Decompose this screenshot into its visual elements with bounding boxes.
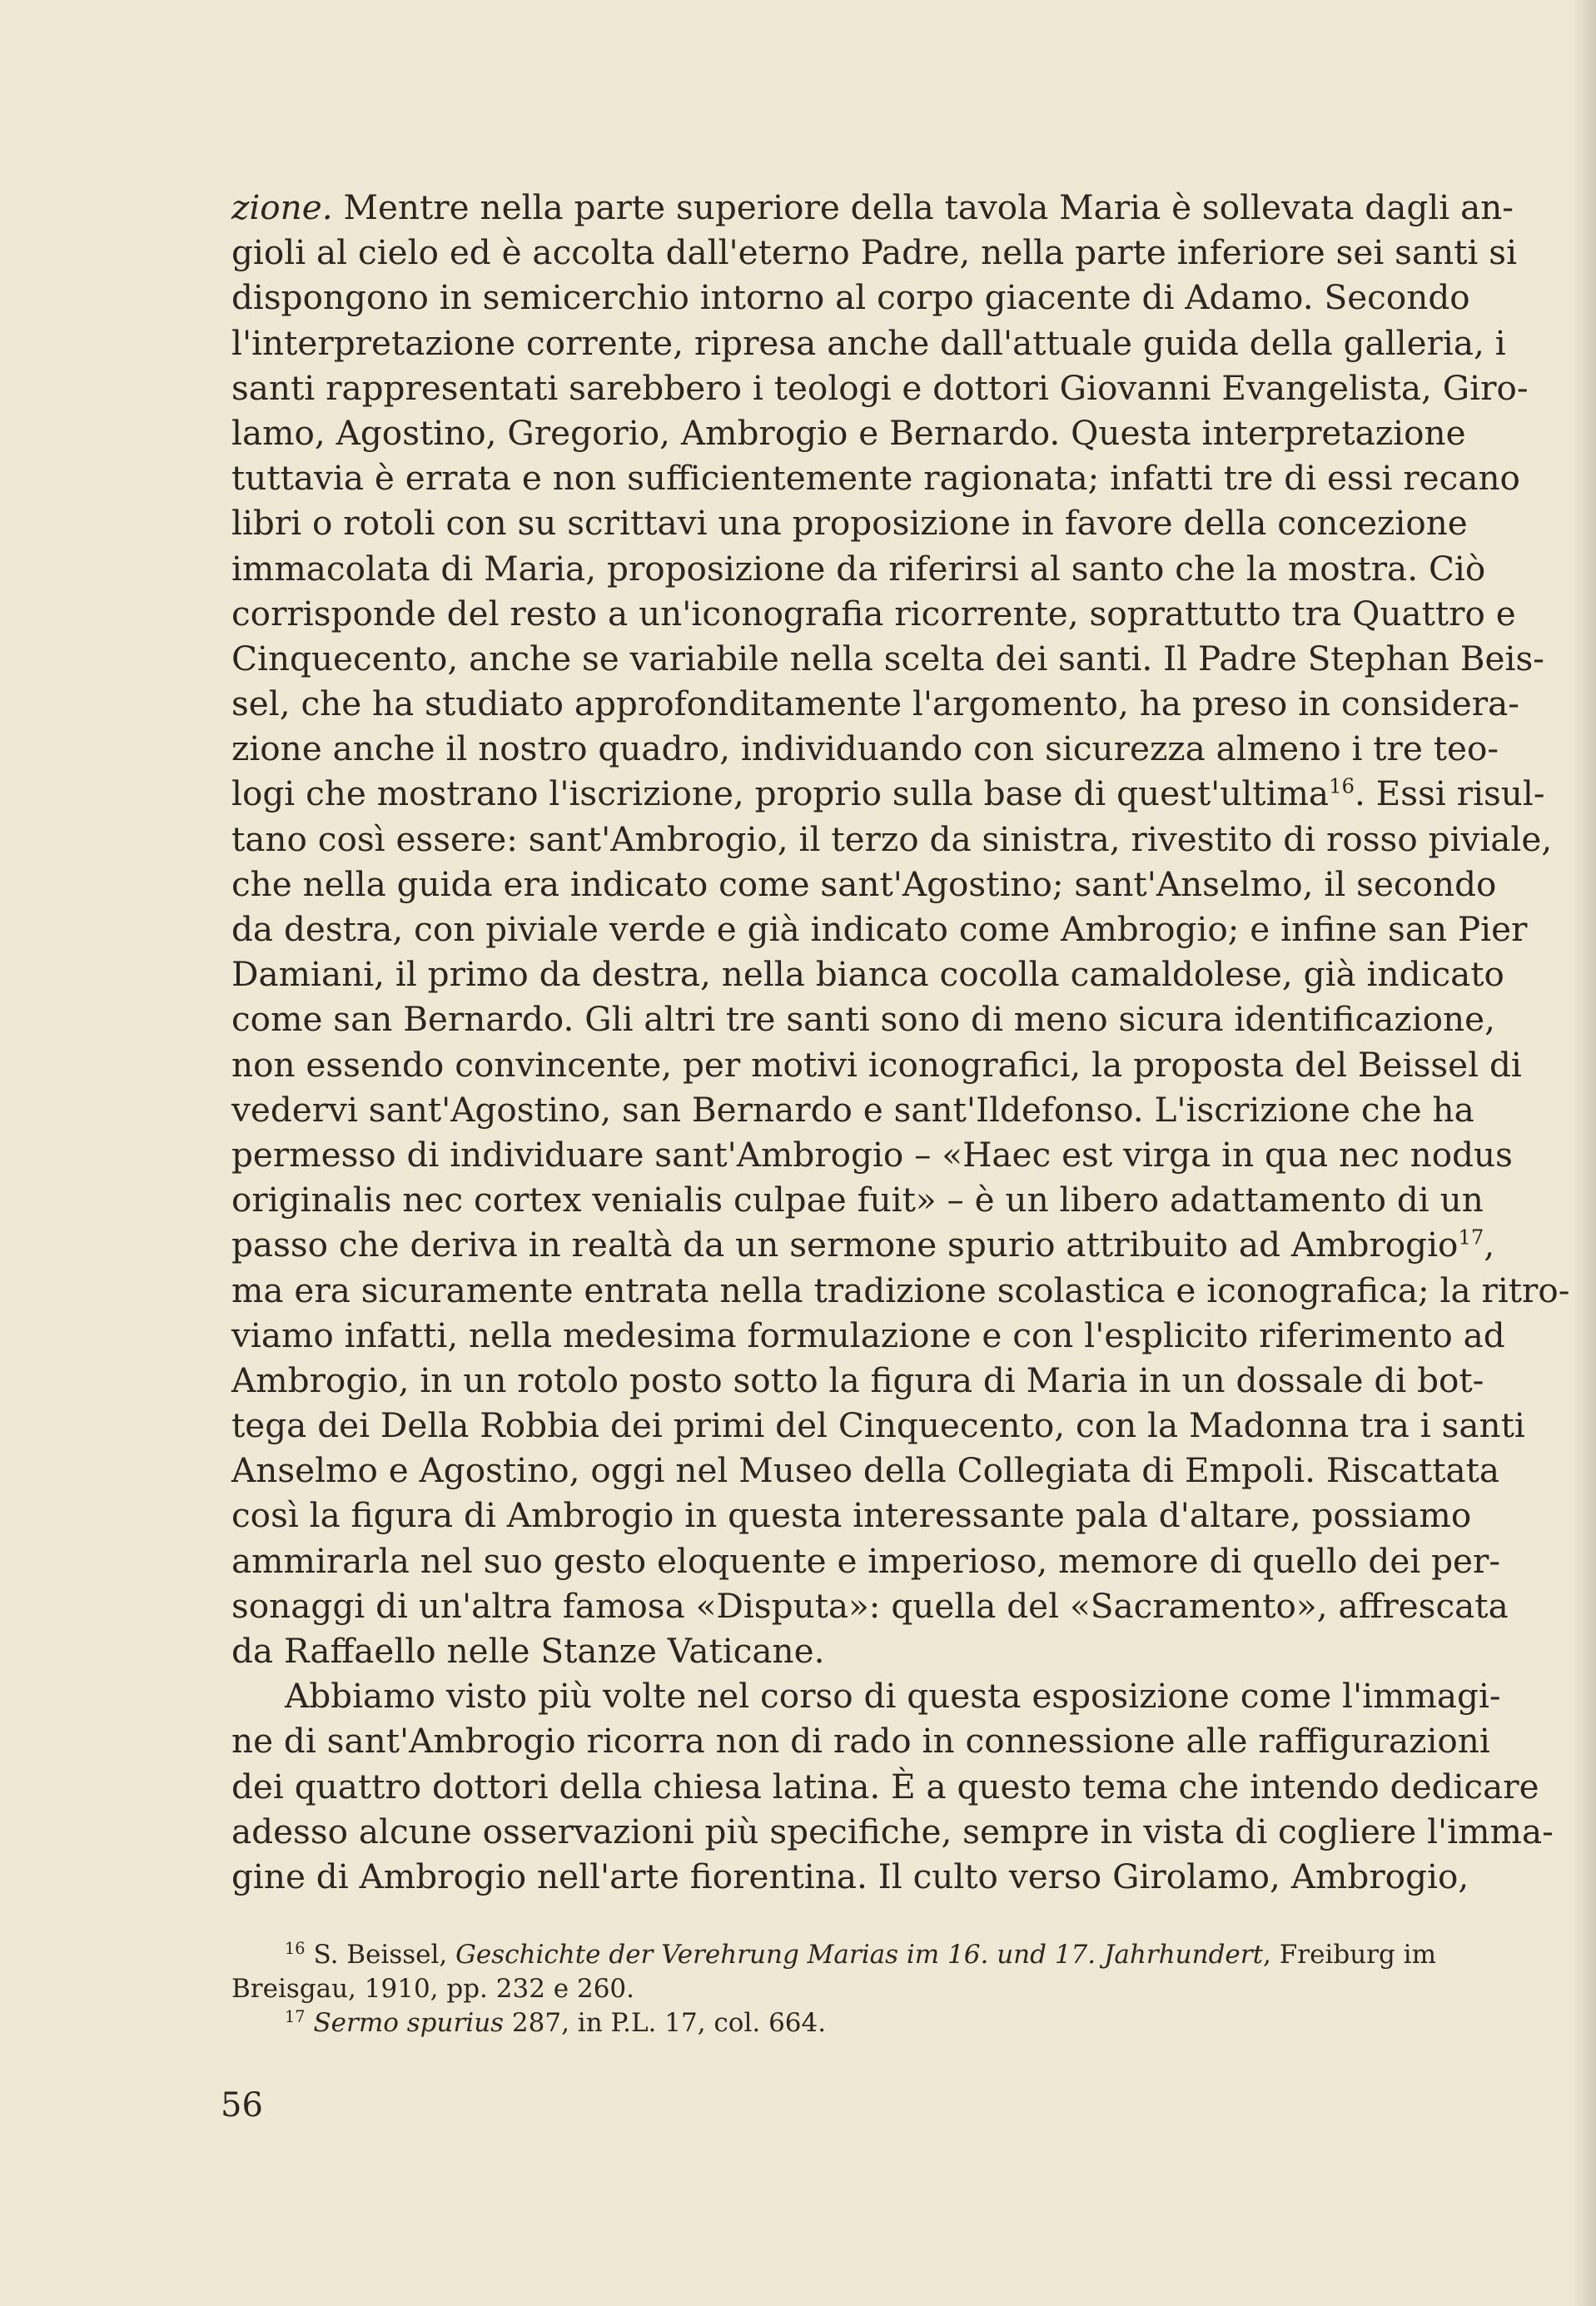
text-line <box>231 726 1499 771</box>
line-text: logi che mostrano l'iscrizione, proprio sulla base di quest'ultima <box>231 773 1330 814</box>
line-text: da Raffaello nelle Stanze Vaticane. <box>231 1631 825 1671</box>
footnote-text: , Freiburg im <box>1263 1940 1436 1970</box>
line-text: Ambrogio, in un rotolo posto sotto la figura di Maria in un dossale di bot- <box>231 1359 1484 1400</box>
line-text: Mentre nella parte superiore della tavola Maria è sollevata dagli an- <box>332 187 1514 227</box>
text-line <box>231 681 1519 726</box>
line-text: gioli al cielo ed è accolta dall'eterno Padre, nella parte inferiore sei santi si <box>231 232 1518 273</box>
italic-word: zione. <box>231 187 333 227</box>
line-text: viamo infatti, nella medesima formulazione e con l'esplicito riferimento ad <box>231 1315 1505 1355</box>
line-text: tuttavia è errata e non sufficientemente ragionata; infatti tre di essi recano <box>231 458 1520 499</box>
footnote-title: Geschichte der Verehrung Marias im 16. und 17. Jahrhundert <box>455 1940 1264 1970</box>
footnote-title: Sermo spurius <box>313 2008 505 2038</box>
footnote-text: 287, in P.L. 17, col. 664. <box>504 2008 827 2038</box>
line-text: gine di Ambrogio nell'arte fiorentina. Il culto verso Girolamo, Ambrogio, <box>231 1856 1469 1896</box>
text-line <box>231 636 1544 681</box>
text-line <box>231 1718 1490 1763</box>
footnote-number: 17 <box>285 2006 306 2026</box>
line-text: passo che deriva in realtà da un sermone spurio attribuito ad Ambrogio <box>231 1225 1459 1265</box>
text-line <box>231 1403 1525 1448</box>
line-text: adesso alcune osservazioni più specifiche, sempre in vista di cogliere l'imma- <box>231 1811 1554 1851</box>
text-line <box>231 1538 1501 1583</box>
text-line <box>231 1177 1484 1222</box>
footnote-ref: 17 <box>1458 1225 1484 1250</box>
line-text: zione anche il nostro quadro, individuando con sicurezza almeno i tre teo- <box>231 728 1499 769</box>
text-line <box>231 1042 1522 1087</box>
text-line <box>231 500 1468 545</box>
footnote-text: S. Beissel, <box>313 1940 456 1970</box>
text-line <box>231 996 1495 1041</box>
line-text: l'interpretazione corrente, ripresa anche dall'attuale guida della galleria, i <box>231 322 1506 363</box>
text-line <box>231 1764 1539 1809</box>
line-text: Abbiamo visto più volte nel corso di questa esposizione come l'immagi- <box>285 1676 1501 1717</box>
text-line <box>231 275 1470 320</box>
text-line <box>231 817 1553 862</box>
text-line <box>231 1132 1513 1177</box>
line-text-tail: , <box>1484 1225 1495 1265</box>
text-line <box>231 952 1504 996</box>
line-text: non essendo convincente, per motivi iconografici, la proposta del Beissel di <box>231 1044 1522 1085</box>
text-line <box>231 1222 1495 1267</box>
footnote-line <box>231 2006 1451 2040</box>
line-text-tail: . Essi risul- <box>1355 773 1545 814</box>
text-line <box>231 546 1486 591</box>
text-line <box>231 907 1528 952</box>
page-edge-shadow <box>1571 0 1596 2306</box>
footnote-line <box>231 1972 1451 2006</box>
line-text: permesso di individuare sant'Ambrogio – «Haec est virga in qua nec nodus <box>231 1134 1513 1175</box>
footnote-line <box>231 1938 1451 1972</box>
line-text: dei quattro dottori della chiesa latina. È a questo tema che intendo dedicare <box>231 1766 1539 1807</box>
text-line <box>231 1854 1469 1899</box>
footnote-ref: 16 <box>1329 773 1355 798</box>
text-line <box>231 321 1506 365</box>
body-text <box>231 185 1570 1899</box>
line-text: santi rappresentati sarebbero i teologi e dottori Giovanni Evangelista, Giro- <box>231 367 1529 408</box>
line-text: ma era sicuramente entrata nella tradizione scolastica e iconografica; la ritro- <box>231 1270 1570 1310</box>
line-text: sel, che ha studiato approfonditamente l'argomento, ha preso in considera- <box>231 683 1519 724</box>
text-line <box>231 1313 1505 1358</box>
text-line <box>231 365 1529 410</box>
line-text: che nella guida era indicato come sant'Agostino; sant'Anselmo, il secondo <box>231 863 1497 904</box>
line-text: originalis nec cortex venialis culpae fuit» – è un libero adattamento di un <box>231 1180 1484 1220</box>
text-line <box>231 771 1545 816</box>
text-line <box>231 1268 1570 1313</box>
text-line <box>231 185 1514 230</box>
line-text: Anselmo e Agostino, oggi nel Museo della Collegiata di Empoli. Riscattata <box>231 1450 1500 1491</box>
text-line <box>231 862 1497 907</box>
line-text: così la figura di Ambrogio in questa interessante pala d'altare, possiamo <box>231 1495 1472 1536</box>
line-text: ne di sant'Ambrogio ricorra non di rado in connessione alle raffigurazioni <box>231 1721 1490 1762</box>
line-text: ammirarla nel suo gesto eloquente e imperioso, memore di quello dei per- <box>231 1540 1501 1581</box>
line-text: libri o rotoli con su scrittavi una proposizione in favore della concezione <box>231 503 1468 544</box>
page-number: 56 <box>221 2086 263 2125</box>
line-text: da destra, con piviale verde e già indicato come Ambrogio; e infine san Pier <box>231 909 1528 949</box>
line-text: vedervi sant'Agostino, san Bernardo e sant'Ildefonso. L'iscrizione che ha <box>231 1089 1474 1130</box>
line-text: come san Bernardo. Gli altri tre santi sono di meno sicura identificazione, <box>231 999 1495 1040</box>
footnote-text: Breisgau, 1910, pp. 232 e 260. <box>231 1974 635 2004</box>
text-line <box>231 1809 1554 1854</box>
text-line <box>231 1448 1500 1493</box>
footnote-number: 16 <box>285 1938 306 1958</box>
line-text: tano così essere: sant'Ambrogio, il terzo da sinistra, rivestito di rosso piviale, <box>231 818 1553 859</box>
text-line <box>231 1583 1509 1628</box>
line-text: Damiani, il primo da destra, nella bianca cocolla camaldolese, già indicato <box>231 954 1504 995</box>
line-text: sonaggi di un'altra famosa «Disputa»: quella del «Sacramento», affrescata <box>231 1585 1509 1626</box>
line-text: tega dei Della Robbia dei primi del Cinquecento, con la Madonna tra i santi <box>231 1405 1525 1446</box>
line-text: corrisponde del resto a un'iconografia ricorrente, soprattutto tra Quattro e <box>231 593 1516 634</box>
line-text: lamo, Agostino, Gregorio, Ambrogio e Bernardo. Questa interpretazione <box>231 412 1466 453</box>
text-line <box>231 410 1466 455</box>
footnotes <box>231 1938 1451 2040</box>
text-line <box>231 591 1516 636</box>
text-line <box>231 230 1518 275</box>
text-line <box>231 1628 1451 1673</box>
line-text: dispongono in semicerchio intorno al corpo giacente di Adamo. Secondo <box>231 277 1470 318</box>
text-line <box>231 1358 1484 1403</box>
text-line <box>231 1493 1472 1538</box>
line-text: immacolata di Maria, proposizione da riferirsi al santo che la mostra. Ciò <box>231 548 1486 589</box>
text-line <box>231 1087 1474 1132</box>
text-line <box>231 455 1520 500</box>
text-line <box>231 1673 1501 1718</box>
line-text: Cinquecento, anche se variabile nella scelta dei santi. Il Padre Stephan Beis- <box>231 638 1544 678</box>
